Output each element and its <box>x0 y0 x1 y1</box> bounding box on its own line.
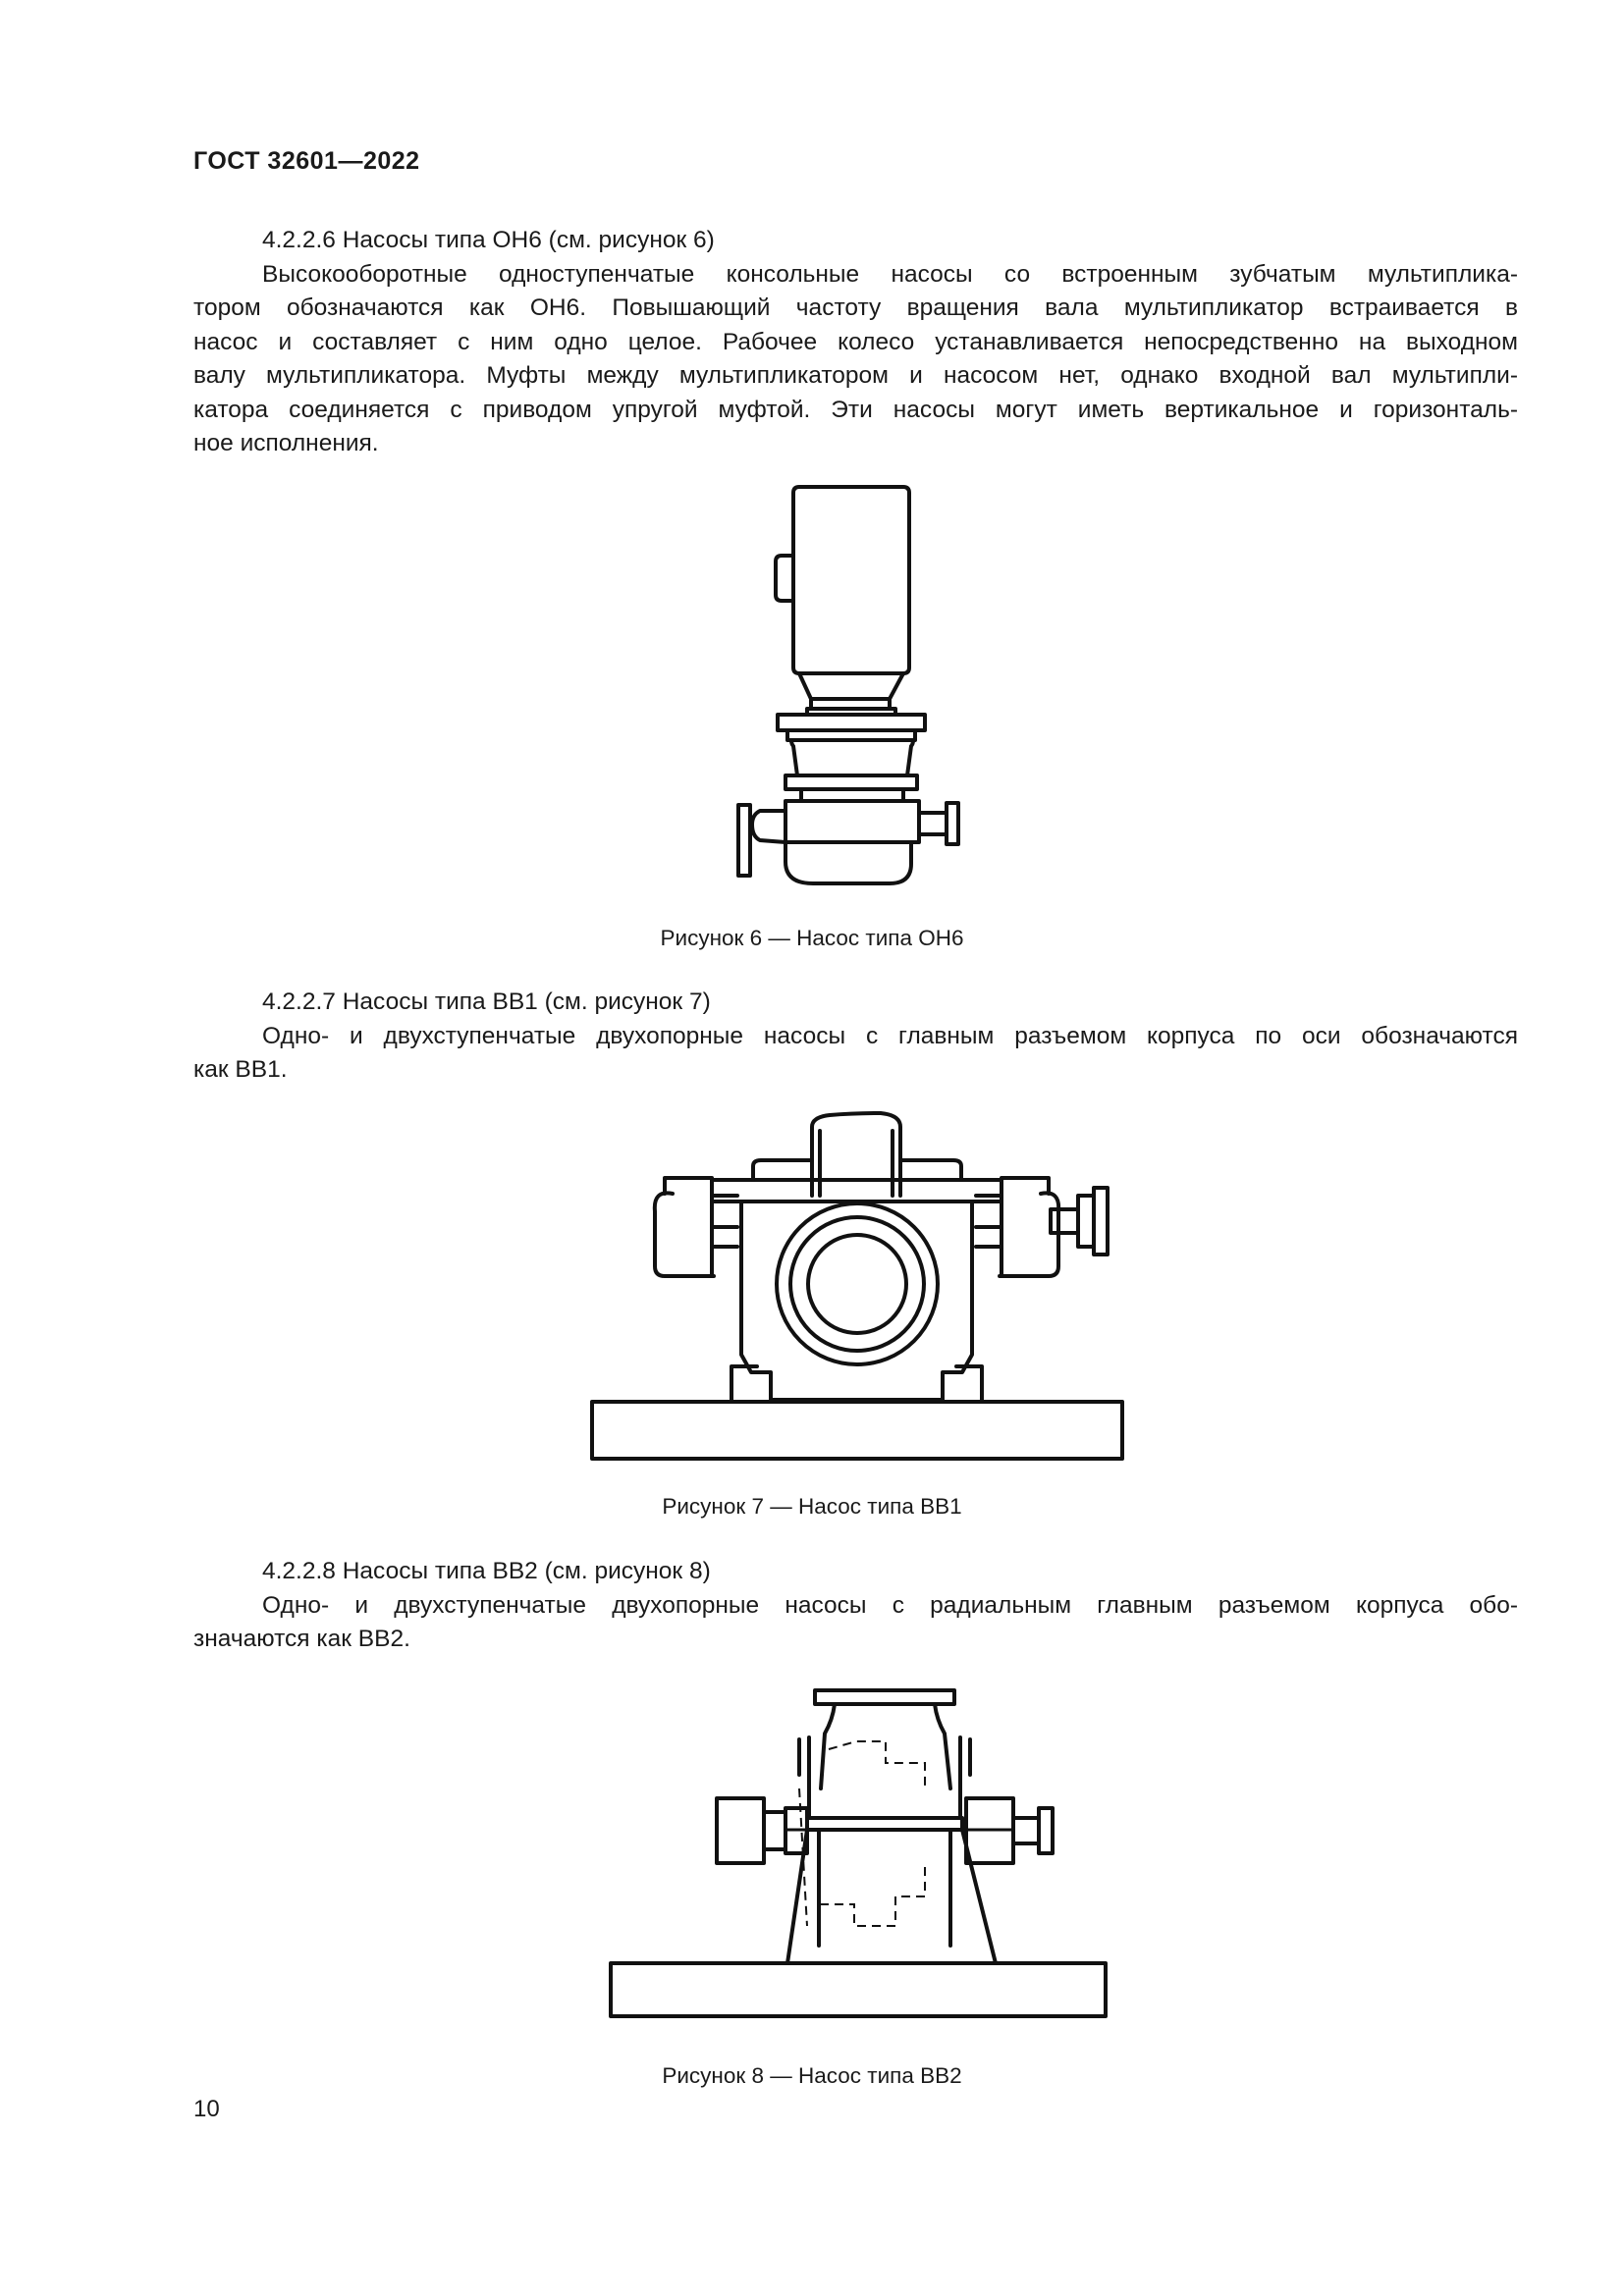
discharge-nozzle <box>815 1690 954 1789</box>
paragraph-line: валу мультипликатора. Муфты между мультипликатором и насосом нет, однако входной вал мультипли- <box>193 362 1518 389</box>
section-title: 4.2.2.8 Насосы типа ВВ2 (см. рисунок 8) <box>262 1558 711 1584</box>
pump-casing <box>738 789 958 883</box>
paragraph-line: Одно- и двухступенчатые двухопорные насосы с главным разъемом корпуса по оси обозначаются <box>262 1022 1518 1049</box>
section-4-2-2-6 <box>193 224 1518 461</box>
lower-casing <box>731 1201 982 1400</box>
figure-8-caption: Рисунок 8 — Насос типа ВВ2 <box>662 2063 962 2088</box>
section-4-2-2-7 <box>193 986 1518 1088</box>
paragraph-line: Одно- и двухступенчатые двухопорные насосы с радиальным главным разъемом корпуса обо- <box>262 1591 1518 1619</box>
paragraph-line: значаются как ВВ2. <box>193 1626 410 1652</box>
baseplate <box>611 1963 1106 2016</box>
paragraph-line: тором обозначаются как ОН6. Повышающий частоту вращения вала мультипликатор встраивается в <box>193 294 1518 321</box>
motor-body <box>776 487 909 673</box>
paragraph-line: как ВВ1. <box>193 1056 288 1083</box>
figure-6-caption: Рисунок 6 — Насос типа ОН6 <box>660 926 964 950</box>
suction-nozzle <box>777 1203 938 1364</box>
page-number: 10 <box>193 2096 220 2122</box>
paragraph-line: ное исполнения. <box>193 430 379 456</box>
motor-adapter <box>799 673 903 715</box>
section-4-2-2-8 <box>193 1555 1518 1657</box>
pump-bb2-figure <box>601 1681 1111 2044</box>
section-title: 4.2.2.7 Насосы типа ВВ1 (см. рисунок 7) <box>262 988 711 1015</box>
upper-casing <box>712 1113 1001 1201</box>
bearing-housings <box>655 1178 1058 1276</box>
paragraph-line: Высокооборотные одноступенчатые консольные насосы со встроенным зубчатым мультиплика- <box>262 260 1518 288</box>
baseplate <box>592 1402 1122 1459</box>
pump-bb1-figure <box>584 1109 1129 1482</box>
standard-header: ГОСТ 32601—2022 <box>193 147 420 175</box>
gearbox-flange <box>778 715 925 789</box>
pump-oh6-figure <box>717 481 982 913</box>
paragraph-line: насос и составляет с ним одно целое. Рабочее колесо устанавливается непосредственно на выходном <box>193 328 1518 355</box>
section-title: 4.2.2.6 Насосы типа ОН6 (см. рисунок 6) <box>262 227 715 253</box>
paragraph-line: катора соединяется с приводом упругой муфтой. Эти насосы могут иметь вертикальное и горизонталь- <box>193 396 1518 423</box>
figure-7-caption: Рисунок 7 — Насос типа ВВ1 <box>662 1494 962 1519</box>
